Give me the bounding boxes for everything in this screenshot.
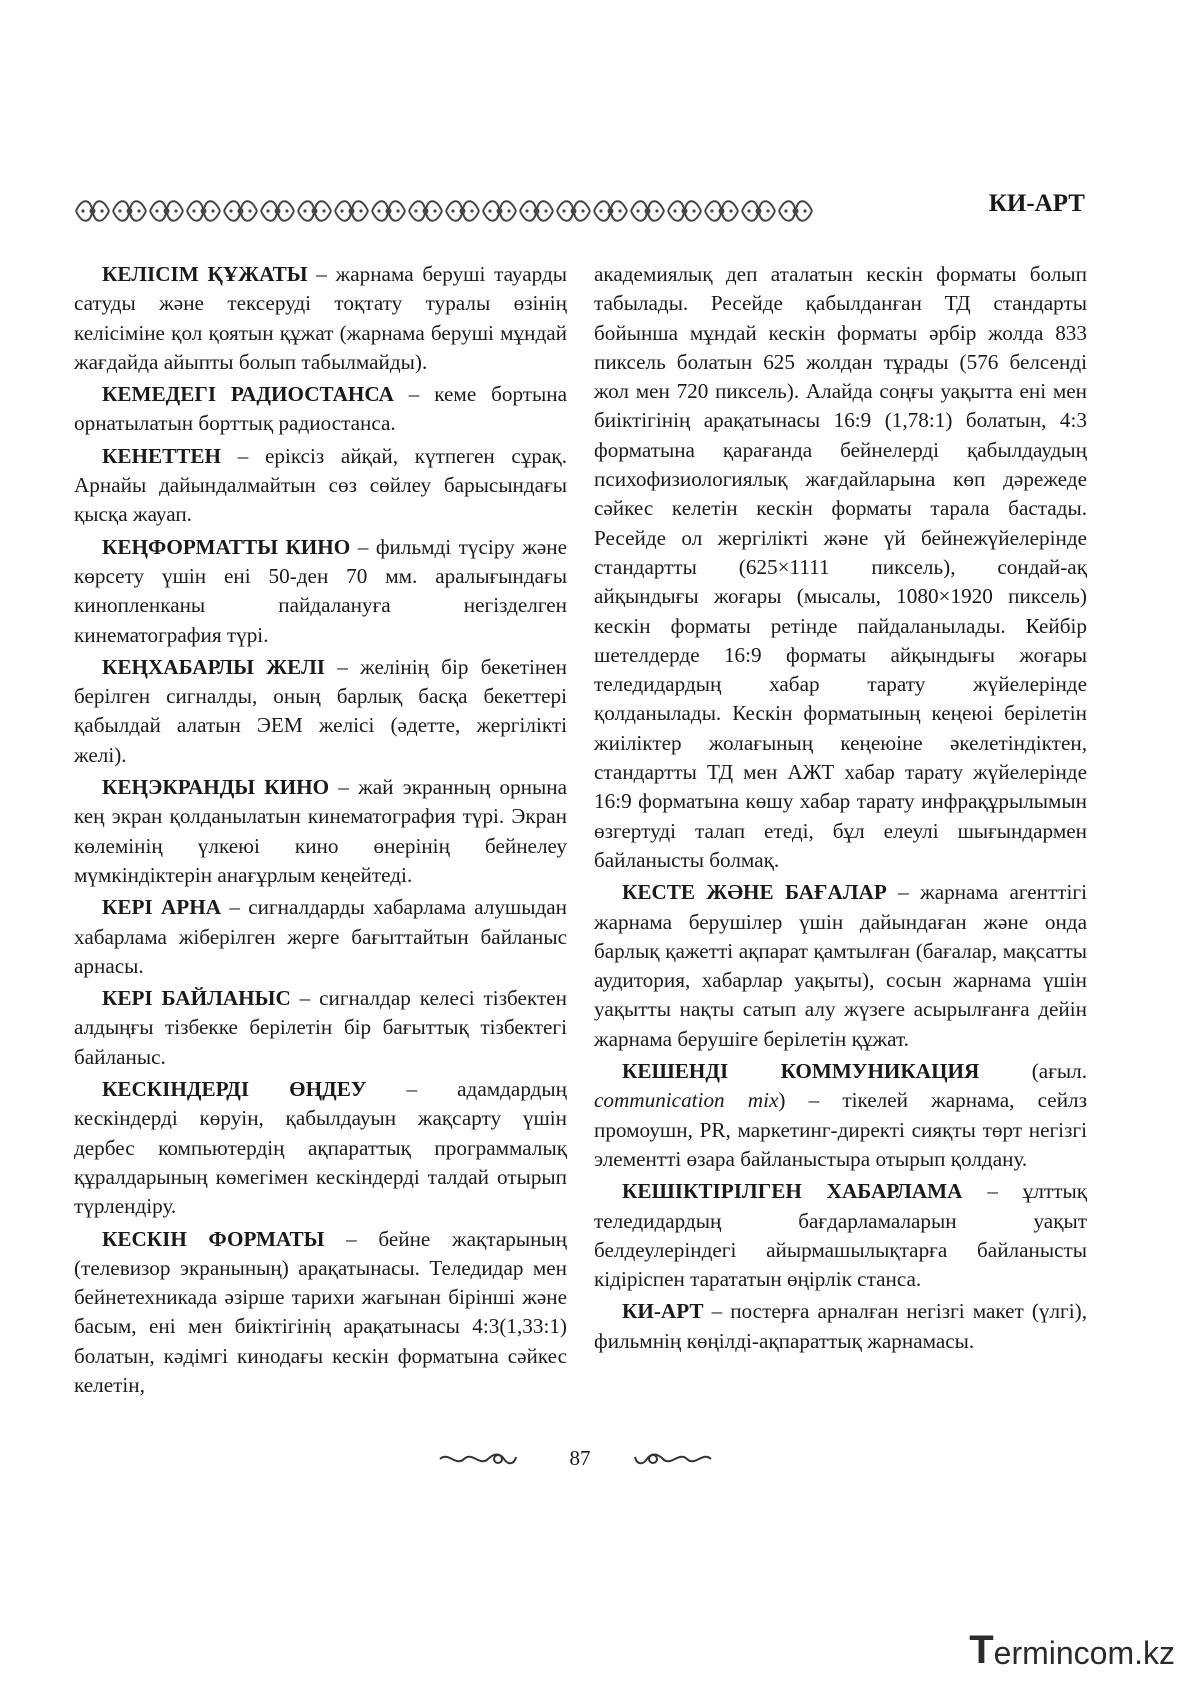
entry-term: КЕРІ АРНА bbox=[102, 895, 222, 920]
entry-keri-arna bbox=[74, 893, 567, 981]
right-column bbox=[594, 260, 1087, 1359]
entry-term: КЕҢЭКРАНДЫ КИНО bbox=[102, 775, 330, 800]
entry-keskin-formaty bbox=[74, 1225, 567, 1401]
entry-term: КЕШІКТІРІЛГЕН ХАБАРЛАМА bbox=[622, 1179, 963, 1204]
entry-keskinderdi-ondeu bbox=[74, 1075, 567, 1221]
entry-definition: – еріксіз айқай, күтпеген сұрақ. Арнайы дайындалмайтын сөз сөйлеу барысындағы қысқа жауап. bbox=[74, 443, 567, 527]
entry-definition: – сигналдар келесі тізбектен алдыңғы тізбекке берілетін бір бағыттық тізбектегі байланыс. bbox=[74, 986, 567, 1069]
entry-kelisim-kuzhaty bbox=[74, 260, 567, 377]
entry-keshiktirilgen-khabarlama bbox=[594, 1177, 1087, 1294]
site-watermark bbox=[969, 1630, 1175, 1670]
watermark-first-letter: T bbox=[969, 1628, 994, 1672]
footer-ornament-right bbox=[633, 1447, 713, 1471]
page-number: 87 bbox=[569, 1446, 591, 1470]
entry-term: КЕРІ БАЙЛАНЫС bbox=[102, 986, 291, 1011]
entry-term: КЕҢХАБАРЛЫ ЖЕЛІ bbox=[102, 654, 326, 679]
entry-definition: – адамдардың кескіндерді көруін, қабылдауын жақсарту үшін дербес компьютердің ақпараттық программалық құралдарының көмегімен кескіндерді талдай отырып түрлендіру. bbox=[74, 1077, 567, 1219]
entry-keshendi-kommunikatsiya bbox=[594, 1057, 1087, 1174]
entry-definition: – бейне жақтарының (телевизор экранының) арақатынасы. Теледидар мен бейнетехникада әзірше тарихи жағынан бірінші және басым, ені мен биіктігінің арақатынасы 4:3(1,33:1) болатын, кәдімгі кинодағы кескін форматына сәйкес келетін, bbox=[74, 1226, 567, 1397]
entry-definition: – постерға арналған негізгі макет (үлгі), фильмнің көңілді-ақпараттық жарнамасы. bbox=[594, 1299, 1087, 1353]
entry-keste-zhane-bagalar bbox=[594, 878, 1087, 1054]
entry-term: КЕҢФОРМАТТЫ КИНО bbox=[102, 534, 351, 559]
entry-definition: – жай экранның орнына кең экран қолданылатын кинематография түрі. Экран көлемінің үлкеюі кино өнерінің бейнелеу мүмкіндіктерін анағұрлым кеңейтеді. bbox=[74, 775, 568, 887]
entry-term: КИ-АРТ bbox=[622, 1299, 704, 1324]
entry-definition: – фильмді түсіру және көрсету үшін ені 50-ден 70 мм. аралығындағы кинопленканы пайдалануға негізделген кинематография түрі. bbox=[74, 534, 567, 647]
entry-term: КЕМЕДЕГІ РАДИОСТАНСА bbox=[102, 382, 394, 407]
entry-definition: – жарнама агенттігі жарнама берушілер үшін дайындаған және онда барлық қажетті ақпарат қамтылған (бағалар, мақсатты аудитория, хабарлар уақыты), сосын жарнама үшін уақытты нақты сатып алу жүзеге асырылғанға дейін жарнама берушіге берілетін құжат. bbox=[594, 880, 1087, 1051]
entry-kenekrandy-kino bbox=[74, 773, 567, 890]
entry-definition: – жарнама беруші тауарды сатуды және тексеруді тоқтату туралы өзінің келісіміне қол қоятын құжат (жарнама беруші мұндай жағдайда айыпты болып табылмайды). bbox=[74, 262, 567, 374]
entry-definition: – желінің бір бекетінен берілген сигналды, оның барлық басқа бекеттері қабылдай алатын ЭЕМ желісі (әдетте, жергілікті желі). bbox=[74, 654, 567, 767]
entry-term: КЕШЕНДІ КОММУНИКАЦИЯ bbox=[622, 1059, 980, 1084]
entry-kenkhabarly-zheli bbox=[74, 653, 567, 770]
footer-ornament-left bbox=[438, 1447, 518, 1471]
entry-definition-prefix: (ағыл. bbox=[979, 1059, 1087, 1084]
entry-term: КЕЛІСІМ ҚҰЖАТЫ bbox=[102, 262, 308, 286]
left-column bbox=[74, 260, 567, 1403]
entry-kenetten bbox=[74, 442, 567, 530]
entry-kenformatty-kino bbox=[74, 533, 567, 650]
entry-definition: – кеме бортына орнатылатын борттық радиостанса. bbox=[74, 382, 567, 436]
entry-keskin-formaty-continued: академиялық деп аталатын кескін форматы болып табылады. Ресейде қабылданған ТД стандарты бойынша мұндай кескін форматы әрбір жолда 833 пиксель болатын 625 жолдан тұрады (576 белсенді жол мен 720 пиксель). Алайда соңғы уақытта ені мен биіктігінің арақатынасы 16:9 (1,78:1) болатын, 4:3 форматына қарағанда бейнелерді қабылдаудың психофизиологиялық жағдайларына көп дәрежеде сәйкес келетін кескін форматы тарала бастады. Ресейде ол жергілікті және үй бейнежүйелерінде стандартты (625×1111 пиксель), сондай-ақ айқындығы жоғары (мысалы, 1080×1920 пиксель) кескін форматы ретінде пайдаланылады. Кейбір шетелдерде 16:9 форматы айқындығы жоғары теледидардың хабар тарату жүйелерінде қолданылады. Кескін форматының кеңеюі берілетін жиіліктер жолағының кеңеюіне әкелетіндіктен, стандартты ТД мен АЖТ хабар тарату жүйелерінде 16:9 форматына көшу хабар тарату инфрақұрылымын өзгертуді талап етеді, бұл елеулі шығындармен байланысты болмақ. bbox=[594, 262, 1087, 872]
watermark-text: ermincom.kz bbox=[993, 1635, 1175, 1671]
entry-ki-art bbox=[594, 1297, 1087, 1356]
header-ornament bbox=[74, 194, 814, 228]
entry-keri-bailanys bbox=[74, 984, 567, 1072]
entry-term: КЕСКІНДЕРДІ ӨҢДЕУ bbox=[102, 1077, 367, 1102]
entry-term: КЕНЕТТЕН bbox=[102, 443, 221, 468]
entry-kemedegi-radiostansa bbox=[74, 380, 567, 439]
foreign-term: communication mix bbox=[594, 1088, 779, 1113]
entry-definition: – ұлттық теледидардың бағдарламаларын уақыт белдеулеріндегі айырмашылықтарға байланысты кідіріспен тарататын өңірлік станса. bbox=[594, 1179, 1087, 1292]
entry-definition: ) – тікелей жарнама, сейлз промоушн, PR, маркетинг-директі сияқты төрт негізгі элементті өзара байланыстыра отырып қолдану. bbox=[594, 1088, 1087, 1171]
running-head: КИ-АРТ bbox=[988, 190, 1085, 217]
entry-term: КЕСКІН ФОРМАТЫ bbox=[102, 1226, 325, 1251]
entry-term: КЕСТЕ ЖӘНЕ БАҒАЛАР bbox=[622, 880, 887, 905]
entry-definition: – сигналдарды хабарлама алушыдан хабарлама жіберілген жерге бағыттайтын байланыс арнасы. bbox=[74, 895, 568, 978]
